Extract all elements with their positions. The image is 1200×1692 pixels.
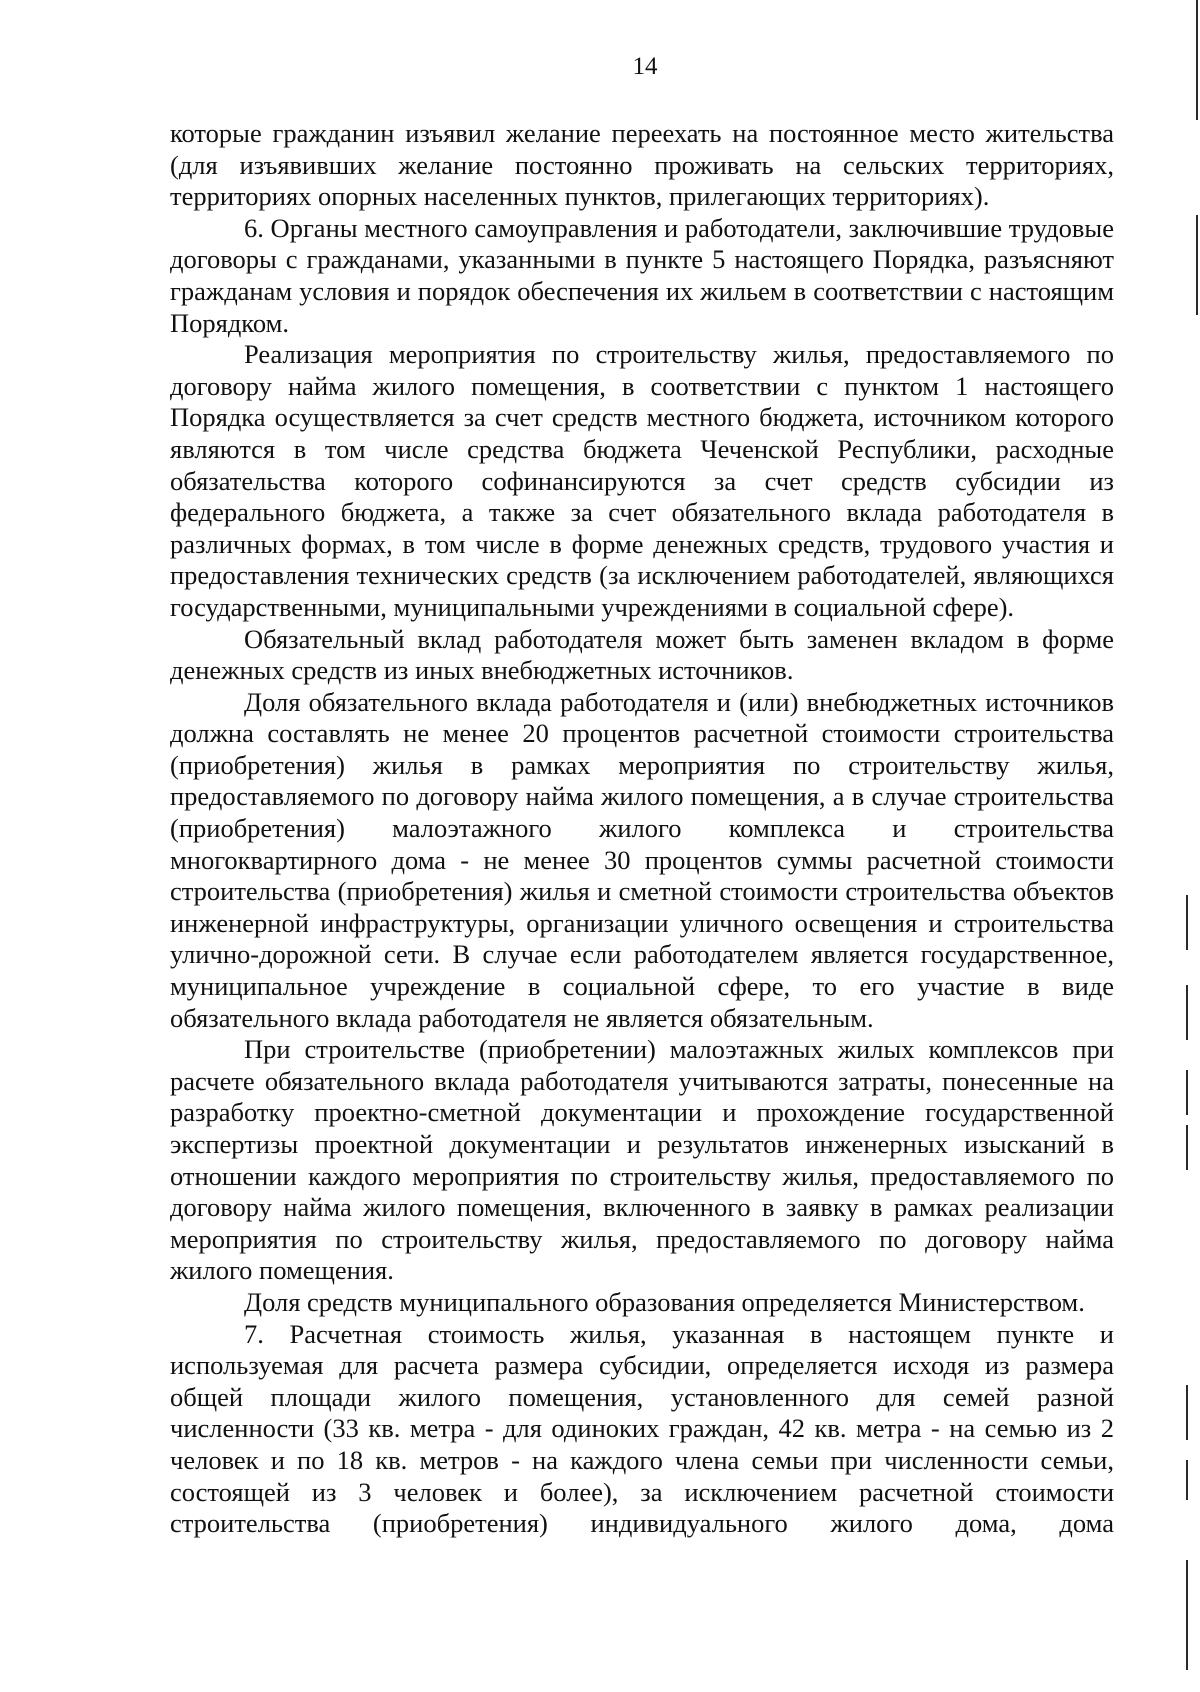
paragraph: Доля обязательного вклада работодателя и (или) внебюджетных источников должна составлять не менее 20 процентов расчетной стоимости строительства (приобретения) жилья в рамках мероприятия по строительству жилья, предоставляемого по договору найма жилого помещения, а в случае строительства (приобретения) малоэтажного жилого комплекса и строительства многоквартирного дома - не менее 30 процентов суммы расчетной стоимости строительства (приобретения) жилья и сметной стоимости строительства объектов инженерной инфраструктуры, организации уличного освещения и строительства улично-дорожной сети. В случае если работодателем является государственное, муниципальное учреждение в социальной сфере, то его участие в виде обязательного вклада работодателя не является обязательным. — [170, 686, 1114, 1033]
scan-edge-mark — [1186, 1070, 1188, 1115]
paragraph-item-6: 6. Органы местного самоуправления и работодатели, заключившие трудовые договоры с гражданами, указанными в пункте 5 настоящего Порядка, разъясняют гражданам условия и порядок обеспечения их жильем в соответствии с настоящим Порядком. — [170, 212, 1114, 338]
body-text — [170, 118, 1114, 1540]
paragraph-item-7: 7. Расчетная стоимость жилья, указанная в настоящем пункте и используемая для расчета размера субсидии, определяется исходя из размера общей площади жилого помещения, установленного для семей разной численности (33 кв. метра - для одиноких граждан, 42 кв. метра - на семью из 2 человек и по 18 кв. метров - на каждого члена семьи при численности семьи, состоящей из 3 человек и более), за исключением расчетной стоимости строительства (приобретения) индивидуального жилого дома, дома — [170, 1318, 1114, 1539]
paragraph: которые гражданин изъявил желание переехать на постоянное место жительства (для изъявивших желание постоянно проживать на сельских территориях, территориях опорных населенных пунктов, прилегающих территориях). — [170, 118, 1114, 212]
scan-edge-mark — [1196, 215, 1198, 315]
paragraph: Реализация мероприятия по строительству жилья, предоставляемого по договору найма жилого помещения, в соответствии с пунктом 1 настоящего Порядка осуществляется за счет средств местного бюджета, источником которого являются в том числе средства бюджета Чеченской Республики, расходные обязательства которого софинансируются за счет средств субсидии из федерального бюджета, а также за счет обязательного вклада работодателя в различных формах, в том числе в форме денежных средств, трудового участия и предоставления технических средств (за исключением работодателей, являющихся государственными, муниципальными учреждениями в социальной сфере). — [170, 339, 1114, 622]
scan-edge-mark — [1186, 1560, 1188, 1670]
paragraph: При строительстве (приобретении) малоэтажных жилых комплексов при расчете обязательного вклада работодателя учитываются затраты, понесенные на разработку проектно-сметной документации и прохождение государственной экспертизы проектной документации и результатов инженерных изысканий в отношении каждого мероприятия по строительству жилья, предоставляемого по договору найма жилого помещения, включенного в заявку в рамках реализации мероприятия по строительству жилья, предоставляемого по договору найма жилого помещения. — [170, 1034, 1114, 1286]
scan-edge-mark — [1186, 1125, 1188, 1170]
scan-edge-mark — [1186, 1460, 1188, 1500]
scan-edge-mark — [1186, 895, 1188, 950]
scan-edge-mark — [1196, 0, 1198, 120]
scan-edge-mark — [1186, 985, 1188, 1040]
paragraph: Доля средств муниципального образования определяется Министерством. — [244, 1286, 1085, 1317]
scan-edge-mark — [1186, 1385, 1188, 1440]
page-number: 14 — [632, 53, 658, 80]
paragraph: Обязательный вклад работодателя может быть заменен вкладом в форме денежных средств из иных внебюджетных источников. — [170, 623, 1114, 686]
